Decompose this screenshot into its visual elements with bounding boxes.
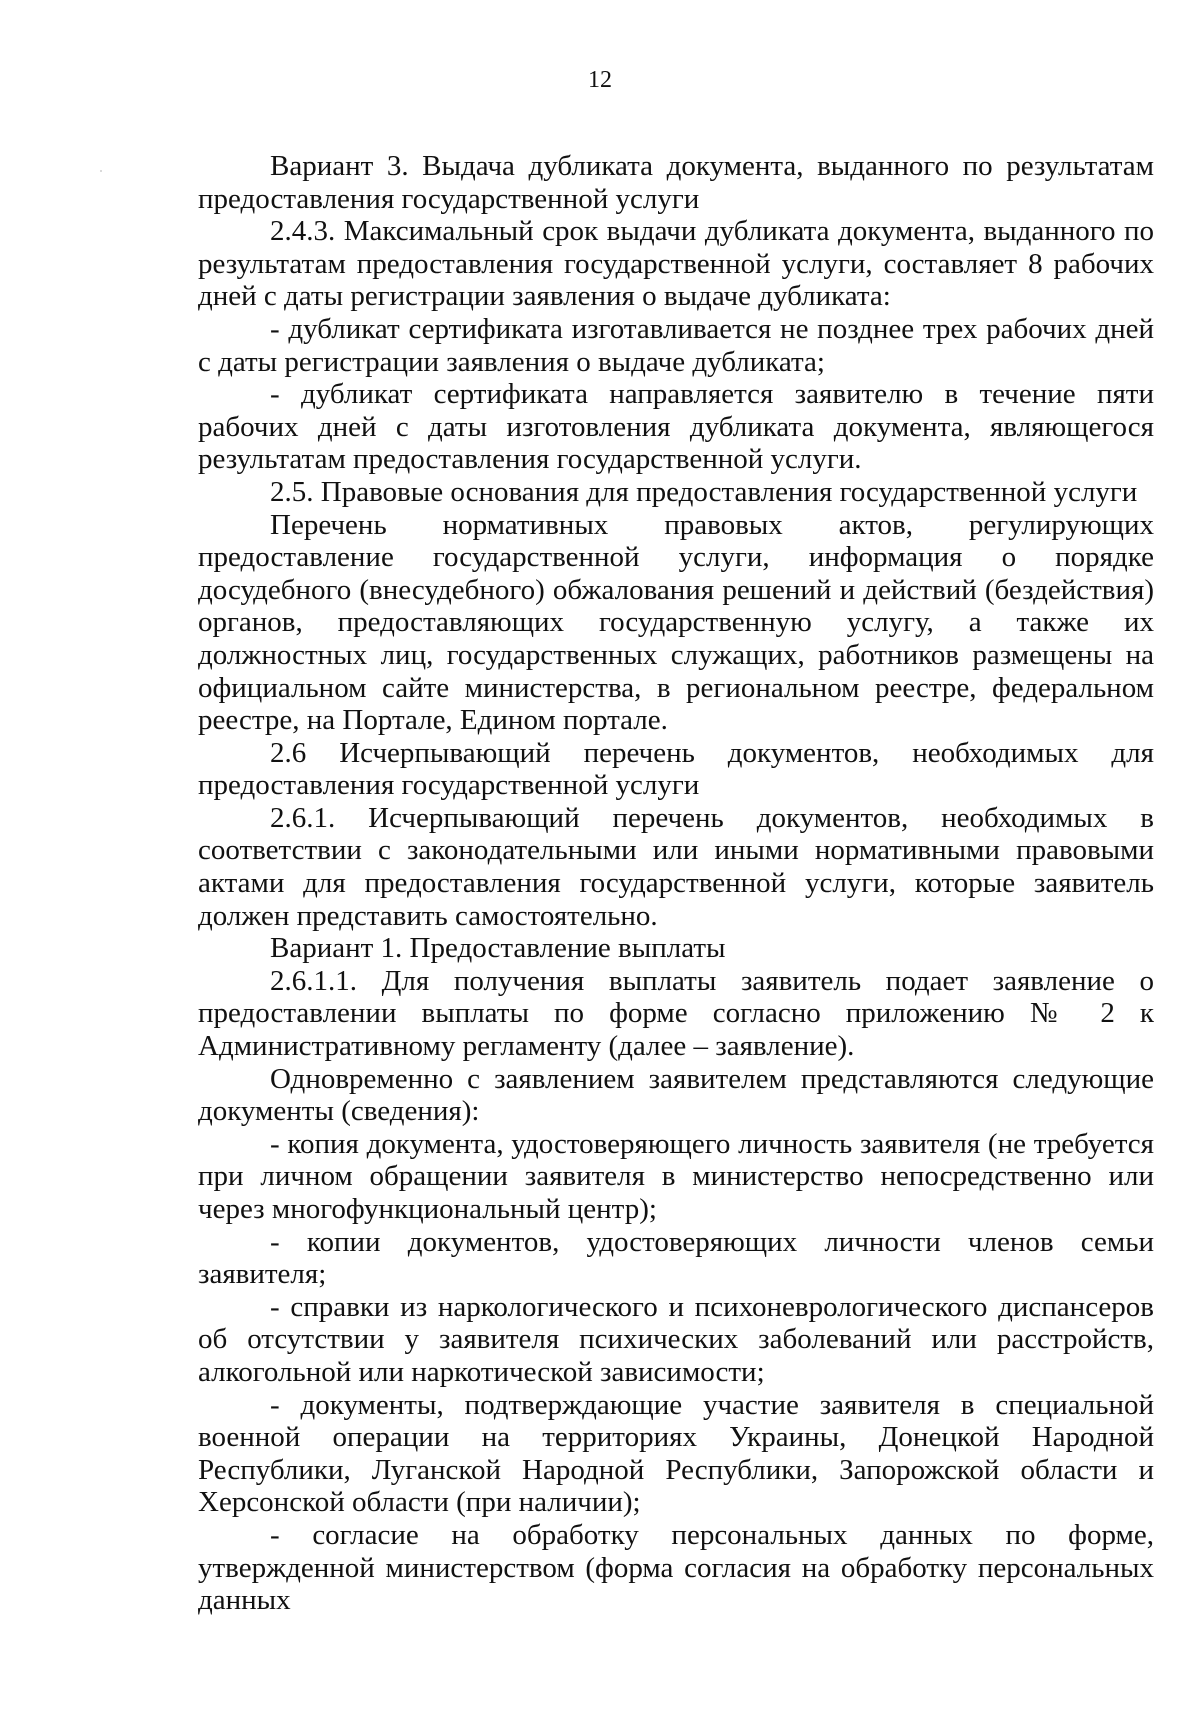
paragraph-2-4-3: 2.4.3. Максимальный срок выдачи дубликата документа, выданного по результатам предоставления государственной услуги, составляет 8 рабочих дней с даты регистрации заявления о выдаче дубликата: [198,215,1154,313]
paragraph-2-6-1: 2.6.1. Исчерпывающий перечень документов, необходимых в соответствии с законодательными или иными нормативными правовыми актами для предоставления государственной услуги, которые заявитель должен представить самостоятельно. [198,801,1154,932]
page-number: 12 [588,67,612,93]
paragraph-variant-1-heading: Вариант 1. Предоставление выплаты [270,932,726,965]
list-item-duplicate-made: - дубликат сертификата изготавливается не позднее трех рабочих дней с даты регистрации заявления о выдаче дубликата; [198,312,1154,378]
paragraph-2-6-heading: 2.6 Исчерпывающий перечень документов, необходимых для предоставления государственной услуги [198,736,1154,802]
paragraph-2-6-1-1: 2.6.1.1. Для получения выплаты заявитель подает заявление о предоставлении выплаты по форме согласно приложению № 2 к Административному регламенту (далее – заявление). [198,964,1154,1063]
paragraph-documents-intro: Одновременно с заявлением заявителем представляются следующие документы (сведения): [198,1062,1154,1128]
document-body [198,150,1154,1617]
list-item-family-id-copies: - копии документов, удостоверяющих личности членов семьи заявителя; [198,1225,1154,1291]
scan-speck [100,170,102,172]
list-item-duplicate-sent: - дубликат сертификата направляется заявителю в течение пяти рабочих дней с даты изготовления дубликата документа, являющегося результатам предоставления государственной услуги. [198,378,1154,476]
paragraph-legal-acts: Перечень нормативных правовых актов, регулирующих предоставление государственной услуги, информация о порядке досудебного (внесудебного) обжалования решений и действий (бездействия) органов, предоставляющих государственную услугу, а также их должностных лиц, государственных служащих, работников размещены на официальном сайте министерства, в региональном реестре, федеральном реестре, на Портале, Едином портале. [198,508,1154,737]
list-item-id-copy: - копия документа, удостоверяющего личность заявителя (не требуется при личном обращении заявителя в министерство непосредственно или через многофункциональный центр); [198,1127,1154,1225]
paragraph-variant-3-heading: Вариант 3. Выдача дубликата документа, выданного по результатам предоставления государственной услуги [198,150,1154,215]
list-item-data-consent: - согласие на обработку персональных данных по форме, утвержденной министерством (форма согласия на обработку персональных данных [198,1518,1154,1617]
paragraph-2-5-heading: 2.5. Правовые основания для предоставления государственной услуги [270,475,1138,508]
list-item-participation-documents: - документы, подтверждающие участие заявителя в специальной военной операции на территориях Украины, Донецкой Народной Республики, Луганской Народной Республики, Запорожской области и Херсонской области (при наличии); [198,1388,1154,1519]
list-item-medical-certificates: - справки из наркологического и психоневрологического диспансеров об отсутствии у заявителя психических заболеваний или расстройств, алкогольной или наркотической зависимости; [198,1290,1154,1388]
